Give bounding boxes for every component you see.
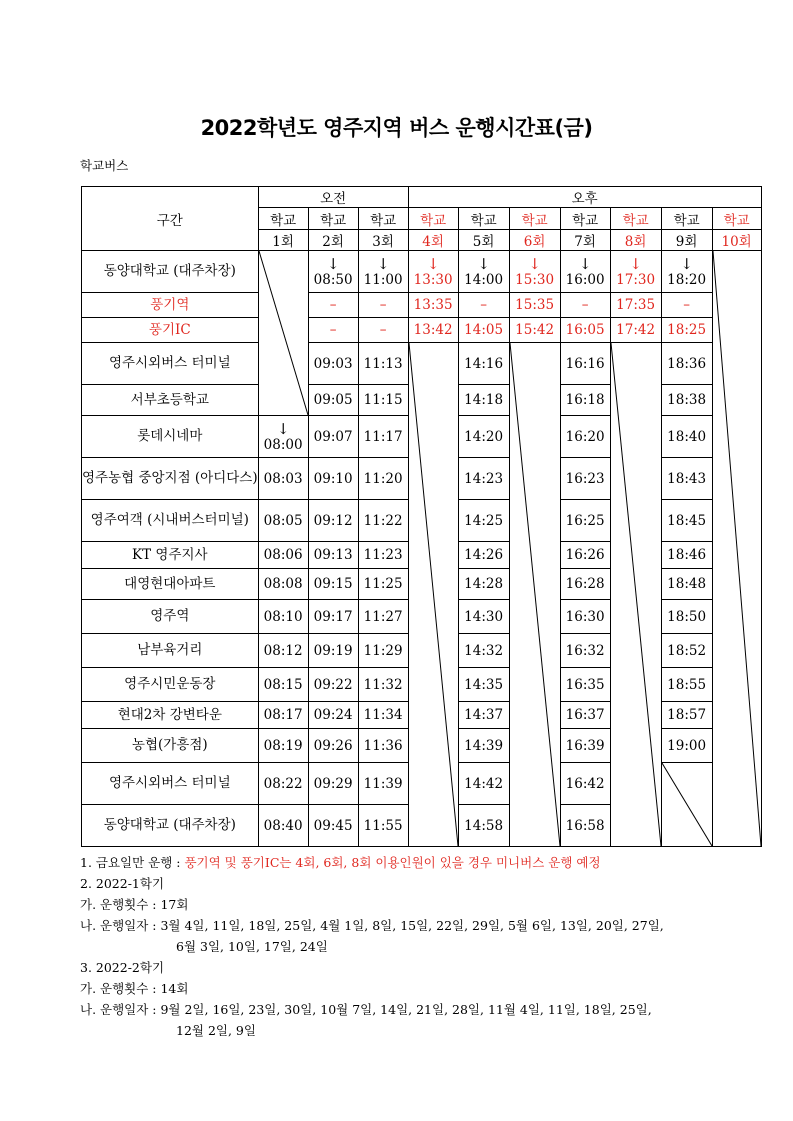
diagonal-line xyxy=(409,343,458,846)
time-cell: 18:40 xyxy=(661,416,712,458)
diagonal-line xyxy=(259,251,308,415)
down-arrow-icon: ↓ xyxy=(629,254,642,273)
time-cell: 17:35 xyxy=(610,293,661,318)
time-cell: 14:37 xyxy=(458,702,509,729)
stop-name: 영주역 xyxy=(82,600,259,634)
time-cell: 16:32 xyxy=(560,634,610,668)
time-cell: 18:36 xyxy=(661,343,712,385)
time-cell: 11:13 xyxy=(358,343,408,385)
diagonal-line xyxy=(662,763,712,846)
page-title: 2022학년도 영주지역 버스 운행시간표(금) xyxy=(200,116,593,140)
time-cell: 15:42 xyxy=(509,318,560,343)
trip-number-3: 3회 xyxy=(358,230,408,251)
down-arrow-icon: ↓ xyxy=(376,254,390,273)
trip-type-4: 학교 xyxy=(408,208,458,230)
time-cell: 11:39 xyxy=(358,763,408,805)
time-cell: 11:27 xyxy=(358,600,408,634)
time-cell: 16:35 xyxy=(560,668,610,702)
time-cell: 08:08 xyxy=(258,569,308,600)
time-cell: 18:38 xyxy=(661,385,712,416)
stop-name: 대영현대아파트 xyxy=(82,569,259,600)
time-cell: 09:26 xyxy=(308,729,358,763)
stop-row xyxy=(82,318,762,343)
time-cell: 16:26 xyxy=(560,542,610,569)
time-cell: 14:26 xyxy=(458,542,509,569)
time-cell: 08:22 xyxy=(258,763,308,805)
time-cell: 09:10 xyxy=(308,458,358,500)
trip-number-4: 4회 xyxy=(408,230,458,251)
stop-name: 동양대학교 (대주차장) xyxy=(82,251,259,293)
stop-name: 영주여객 (시내버스터미널) xyxy=(82,500,259,542)
pm-header: 오후 xyxy=(408,187,761,208)
time-cell: – xyxy=(308,293,358,318)
time-cell: – xyxy=(458,293,509,318)
time-cell: 14:58 xyxy=(458,805,509,847)
time-cell: 18:43 xyxy=(661,458,712,500)
stop-name: 동양대학교 (대주차장) xyxy=(82,805,259,847)
time-cell: 09:17 xyxy=(308,600,358,634)
diagonal-line xyxy=(510,343,560,846)
stop-name: 현대2차 강변타운 xyxy=(82,702,259,729)
section-header: 구간 xyxy=(82,187,259,251)
time-value: 15:30 xyxy=(515,271,555,288)
time-cell: 18:25 xyxy=(661,318,712,343)
down-arrow-icon: ↓ xyxy=(680,254,693,273)
trip-number-5: 5회 xyxy=(458,230,509,251)
empty-slash-cell xyxy=(258,251,308,416)
time-cell: 08:10 xyxy=(258,600,308,634)
notes xyxy=(80,852,760,1041)
trip-type-2: 학교 xyxy=(308,208,358,230)
time-cell: 11:55 xyxy=(358,805,408,847)
stop-name: 영주시외버스 터미널 xyxy=(82,763,259,805)
trip-number-9: 9회 xyxy=(661,230,712,251)
stop-name: 서부초등학교 xyxy=(82,385,259,416)
empty-slash-cell xyxy=(408,343,458,847)
stop-name: KT 영주지사 xyxy=(82,542,259,569)
stop-name: 농협(가흥점) xyxy=(82,729,259,763)
time-cell: 16:25 xyxy=(560,500,610,542)
time-cell: 14:25 xyxy=(458,500,509,542)
time-cell: 08:40 xyxy=(258,805,308,847)
time-cell: 18:55 xyxy=(661,668,712,702)
time-cell: 13:42 xyxy=(408,318,458,343)
time-cell: 14:42 xyxy=(458,763,509,805)
time-cell: 09:22 xyxy=(308,668,358,702)
note-3b-cont: 12월 2일, 9일 xyxy=(176,1023,256,1038)
time-cell: 14:28 xyxy=(458,569,509,600)
stop-row xyxy=(82,343,762,385)
time-cell: 17:42 xyxy=(610,318,661,343)
stop-name: 풍기역 xyxy=(82,293,259,318)
time-cell: 16:58 xyxy=(560,805,610,847)
time-cell: 11:22 xyxy=(358,500,408,542)
time-cell: 14:20 xyxy=(458,416,509,458)
time-cell: 08:06 xyxy=(258,542,308,569)
time-cell: 14:39 xyxy=(458,729,509,763)
time-cell xyxy=(358,251,408,293)
trip-type-7: 학교 xyxy=(560,208,610,230)
trip-type-5: 학교 xyxy=(458,208,509,230)
time-cell xyxy=(408,251,458,293)
time-cell: 16:28 xyxy=(560,569,610,600)
time-cell: 13:35 xyxy=(408,293,458,318)
time-cell xyxy=(308,251,358,293)
down-arrow-icon: ↓ xyxy=(578,254,592,273)
time-cell: 14:35 xyxy=(458,668,509,702)
time-cell: 11:25 xyxy=(358,569,408,600)
stop-name: 영주농협 중앙지점 (아디다스) xyxy=(82,458,259,500)
empty-slash-cell xyxy=(610,343,661,847)
trip-type-3: 학교 xyxy=(358,208,408,230)
timetable xyxy=(81,186,762,847)
time-value: 16:00 xyxy=(565,271,605,288)
time-cell: 16:16 xyxy=(560,343,610,385)
diagonal-line xyxy=(713,251,761,846)
time-cell: 09:45 xyxy=(308,805,358,847)
time-cell: 16:20 xyxy=(560,416,610,458)
time-cell: 18:48 xyxy=(661,569,712,600)
time-cell: 11:15 xyxy=(358,385,408,416)
time-value: 08:00 xyxy=(263,436,303,453)
time-cell: 11:17 xyxy=(358,416,408,458)
trip-type-10: 학교 xyxy=(712,208,761,230)
time-cell: 14:18 xyxy=(458,385,509,416)
time-cell: 11:20 xyxy=(358,458,408,500)
time-value: 11:00 xyxy=(363,271,403,288)
time-cell: 11:36 xyxy=(358,729,408,763)
time-cell: 16:18 xyxy=(560,385,610,416)
trip-type-9: 학교 xyxy=(661,208,712,230)
stop-row xyxy=(82,293,762,318)
time-cell: 18:46 xyxy=(661,542,712,569)
time-cell: 11:32 xyxy=(358,668,408,702)
trip-type-1: 학교 xyxy=(258,208,308,230)
trip-type-6: 학교 xyxy=(509,208,560,230)
time-cell xyxy=(661,251,712,293)
time-cell: 15:35 xyxy=(509,293,560,318)
time-cell: 09:03 xyxy=(308,343,358,385)
time-cell xyxy=(258,416,308,458)
time-cell: 14:23 xyxy=(458,458,509,500)
diagonal-line xyxy=(611,343,661,846)
note-3b: 나. 운행일자 : 9월 2일, 16일, 23일, 30일, 10월 7일, 14일, 21일, 28일, 11월 4일, 11일, 18일, 25일, xyxy=(80,1002,652,1017)
stop-name: 영주시민운동장 xyxy=(82,668,259,702)
trip-number-8: 8회 xyxy=(610,230,661,251)
note-3: 3. 2022-2학기 xyxy=(80,960,165,975)
note-2: 2. 2022-1학기 xyxy=(80,876,165,891)
time-cell: 09:24 xyxy=(308,702,358,729)
down-arrow-icon: ↓ xyxy=(276,419,290,438)
time-cell: 16:30 xyxy=(560,600,610,634)
time-cell: – xyxy=(358,318,408,343)
time-cell: 08:17 xyxy=(258,702,308,729)
time-cell xyxy=(610,251,661,293)
note-1-prefix: 1. 금요일만 운행 : xyxy=(80,855,185,870)
trip-number-1: 1회 xyxy=(258,230,308,251)
stop-name: 영주시외버스 터미널 xyxy=(82,343,259,385)
note-1-detail: 풍기역 및 풍기IC는 4회, 6회, 8회 이용인원이 있을 경우 미니버스 운행 예정 xyxy=(184,855,601,870)
down-arrow-icon: ↓ xyxy=(326,254,340,273)
down-arrow-icon: ↓ xyxy=(426,254,440,273)
stop-row xyxy=(82,251,762,293)
empty-slash-cell xyxy=(509,343,560,847)
time-cell: 09:12 xyxy=(308,500,358,542)
time-cell: 08:15 xyxy=(258,668,308,702)
time-cell: 09:13 xyxy=(308,542,358,569)
time-cell: 14:05 xyxy=(458,318,509,343)
section-label: 학교버스 xyxy=(80,158,129,173)
time-cell: 14:32 xyxy=(458,634,509,668)
am-header: 오전 xyxy=(258,187,408,208)
trip-number-7: 7회 xyxy=(560,230,610,251)
time-cell: 18:50 xyxy=(661,600,712,634)
time-cell xyxy=(509,251,560,293)
time-cell: 08:03 xyxy=(258,458,308,500)
time-cell: – xyxy=(661,293,712,318)
stop-name: 풍기IC xyxy=(82,318,259,343)
time-cell: 08:19 xyxy=(258,729,308,763)
time-cell: 08:05 xyxy=(258,500,308,542)
trip-number-2: 2회 xyxy=(308,230,358,251)
time-cell: 18:57 xyxy=(661,702,712,729)
time-cell: 16:42 xyxy=(560,763,610,805)
down-arrow-icon: ↓ xyxy=(528,254,541,273)
time-cell: 16:05 xyxy=(560,318,610,343)
time-cell: 14:30 xyxy=(458,600,509,634)
note-2b-cont: 6월 3일, 10일, 17일, 24일 xyxy=(176,939,328,954)
time-cell xyxy=(458,251,509,293)
time-cell: – xyxy=(308,318,358,343)
time-cell: 14:16 xyxy=(458,343,509,385)
time-cell: 09:19 xyxy=(308,634,358,668)
down-arrow-icon: ↓ xyxy=(477,254,490,273)
empty-slash-cell xyxy=(712,251,761,847)
time-cell: 11:23 xyxy=(358,542,408,569)
time-value: 18:20 xyxy=(667,271,707,288)
time-cell: 18:52 xyxy=(661,634,712,668)
time-value: 13:30 xyxy=(413,271,453,288)
time-cell: 18:45 xyxy=(661,500,712,542)
time-cell: 11:29 xyxy=(358,634,408,668)
note-2b: 나. 운행일자 : 3월 4일, 11일, 18일, 25일, 4월 1일, 8일, 15일, 22일, 29일, 5월 6일, 13일, 20일, 27일, xyxy=(80,918,664,933)
stop-name: 남부육거리 xyxy=(82,634,259,668)
time-cell: 09:07 xyxy=(308,416,358,458)
time-cell: 16:39 xyxy=(560,729,610,763)
time-value: 17:30 xyxy=(616,271,656,288)
empty-slash-cell xyxy=(661,763,712,847)
time-cell: 16:37 xyxy=(560,702,610,729)
time-cell: 11:34 xyxy=(358,702,408,729)
time-cell: 08:12 xyxy=(258,634,308,668)
time-value: 08:50 xyxy=(313,271,353,288)
time-value: 14:00 xyxy=(464,271,504,288)
time-cell: 09:05 xyxy=(308,385,358,416)
time-cell: 16:23 xyxy=(560,458,610,500)
trip-number-10: 10회 xyxy=(712,230,761,251)
header-row-period xyxy=(82,187,762,208)
time-cell: 09:15 xyxy=(308,569,358,600)
stop-name: 롯데시네마 xyxy=(82,416,259,458)
time-cell: – xyxy=(358,293,408,318)
time-cell: 19:00 xyxy=(661,729,712,763)
time-cell xyxy=(560,251,610,293)
note-2a: 가. 운행횟수 : 17회 xyxy=(80,897,189,912)
note-1 xyxy=(80,852,760,873)
time-cell: 09:29 xyxy=(308,763,358,805)
trip-number-6: 6회 xyxy=(509,230,560,251)
trip-type-8: 학교 xyxy=(610,208,661,230)
note-3a: 가. 운행횟수 : 14회 xyxy=(80,981,189,996)
time-cell: – xyxy=(560,293,610,318)
